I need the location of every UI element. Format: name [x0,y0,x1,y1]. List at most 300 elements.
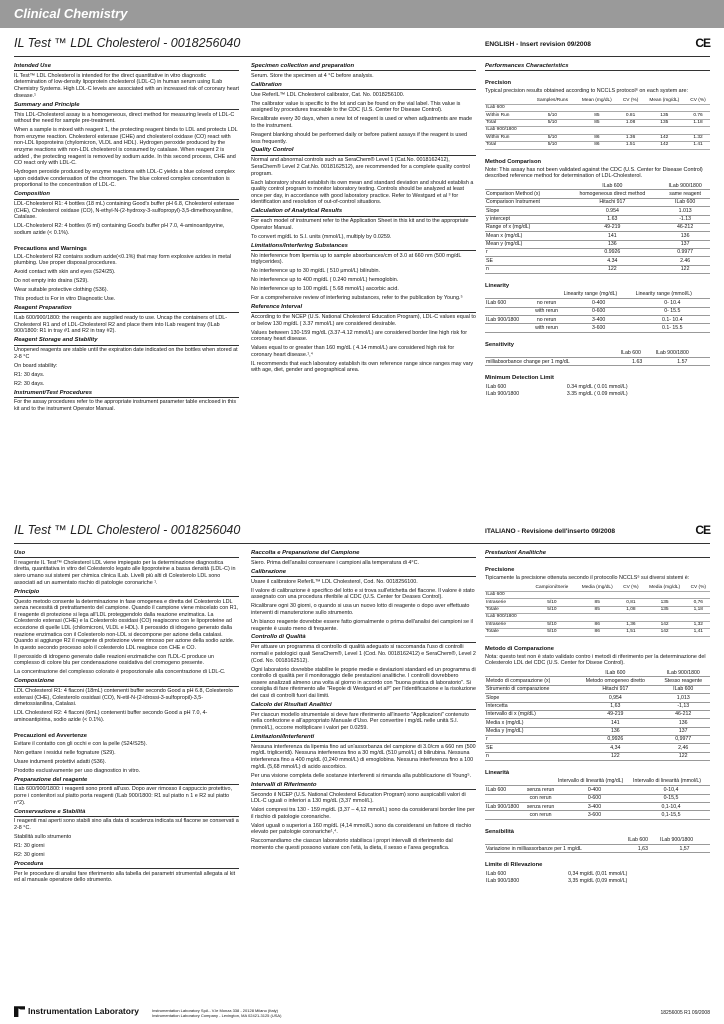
table-cell [575,591,619,598]
paragraph: Per le procedure di analisi fare riferimento alla tabella dei parametri strumentali allegata al kit ed al manuale operatore dello strumento. [14,870,236,884]
table-cell: 142 [660,142,669,148]
table-cell: 5/10 [547,120,558,126]
table-cell: Metodo omogeneo diretto [574,677,656,685]
table-row [485,391,710,398]
table-row [485,307,710,315]
table-cell: 5/10 [547,607,557,613]
table-cell: 85 [594,607,600,613]
section-header [14,520,710,544]
column-header: ILab 600 [620,350,641,357]
column-header: Media (mg/dL) [581,584,613,590]
italian-section [14,520,710,1000]
column-header: ILab 600 [627,837,649,844]
table-cell: Slope [485,694,574,702]
subheading: Method Comparison [485,158,542,165]
table-cell: Intervallo di x (mg/dL) [485,710,574,718]
table-cell: 0-400 [587,786,602,793]
paragraph: Stabilità sullo strumento [14,834,72,841]
table-cell: 1.51 [625,142,636,148]
table-cell [643,614,687,621]
table-cell: 46-212 [660,223,710,231]
section-heading: Reagent Storage and Stability [14,337,239,345]
table-cell: Mean x (mg/dL) [485,232,564,240]
table-cell: ILab 900/1800 [486,127,517,133]
paragraph: Non gettare i residui nelle fognature (S29). [14,749,116,756]
table-cell: Totale [486,607,499,613]
table-cell: ILab 900/1800 [486,614,517,620]
english-section [14,33,710,488]
table-cell: 1.57 [677,358,688,365]
section-heading: Composizione [14,678,239,686]
table-cell: 122 [564,265,660,273]
table-cell: 5/10 [547,142,558,148]
table-cell: 4.34 [564,257,660,265]
table-row [485,621,710,628]
table-cell: 5/10 [547,134,558,140]
table-row [485,142,710,149]
paragraph: Il perossido di idrogeno generato dalle reazioni enzimatiche con l'LDL-C produce un complesso di colore blu per condensazione ossidativa del cromogeno presente. [14,653,215,667]
table-cell: Range of x (mg/dL) [485,223,564,231]
table-cell: 3-600 [587,811,602,818]
paragraph: Ricalibrare ogni 30 giorni, o quando si usa un nuovo lotto di reagente o dopo aver effettuato interventi di manutenzione sullo strumento. [251,603,470,616]
table-cell: 85 [594,112,600,118]
table-cell: 0-15,5 [663,795,679,802]
table-cell: 0,1-10,4 [661,803,681,810]
table-row [485,215,710,223]
table-cell: 141 [564,232,660,240]
table-cell: -1.13 [660,215,710,223]
table-row [485,198,710,206]
subheading: Precision [485,80,512,87]
precision-table [485,97,710,149]
table-header-row [485,97,710,104]
table-cell: 0-400 [591,299,606,306]
paragraph: Tipicamente la precisione ottenuta secondo il protocollo NCCLS⁶ sui diversi sistemi è: [485,575,690,582]
paragraph: Valori uguali o superiori a 160 mg/dL (4,14 mmol/L) sono da considerarsi un fattore di rischio elevato per patologie coronariche¹,⁴. [251,822,472,836]
table-cell [643,591,687,598]
section-heading: Calibration [251,82,476,90]
table-cell: ILab 600 [486,105,505,111]
table-cell: 5/10 [547,629,557,635]
table-row [485,752,710,760]
linearity-table [485,291,710,333]
method-comparison-table [485,182,710,274]
table-cell: 2.46 [660,257,710,265]
table-cell: 1,57 [679,845,690,852]
paragraph: For each model of instrument refer to the Application Sheet in this kit and to the appropriate Operator Manual. [251,218,469,231]
table-cell: 136 [564,240,660,248]
paragraph: This LDL-Cholesterol assay is a homogeneous, direct method for measuring levels of LDL-C without the need for sample pre-treatment. [14,111,235,125]
table-cell: Within Run [486,134,510,140]
table-cell: Mean y (mg/dL) [485,240,564,248]
table-cell: 137 [656,727,710,735]
detection-limit-table [485,384,710,399]
paragraph: Siero. Prima dell'analisi conservare i campioni alla temperatura di 4°C. [251,559,419,566]
table-cell: 5/10 [547,599,557,605]
paragraph: No interference up to 400 mg/dL ( 0.240 mmol/L) hemoglobin. [251,277,399,284]
table-cell: r [485,735,574,743]
linearity-table [485,778,710,820]
table-cell [530,104,575,111]
table-row [485,265,710,273]
table-cell [485,669,574,677]
paragraph: IL recommends that each laboratory establish its own reference range since ranges may vary with age, diet, gender and geographical area. [251,360,474,374]
paragraph: No interference from lipemia up to sample absorbances/cm of 3.0 at 660 nm (500 mg/dL triglycerides). [251,252,462,266]
table-row [485,384,710,391]
paragraph: R2: 30 giorni [14,852,45,858]
paragraph: Valori compresi tra 130 - 159 mg/dL (3,37 – 4,12 mmol/L) sono da considerarsi border line per il rischio di patologie coronariche. [251,807,475,820]
table-cell: 85 [594,120,600,126]
table-cell: milliabsorbance change per 1 mg/dL [486,358,570,365]
table-cell: n [485,752,574,760]
paragraph: For the assay procedures refer to the appropriate instrument parameter table enclosed in this kit and to the instrument Operator Manual. [14,399,237,413]
table-cell [485,307,531,315]
table-cell: ILab 600 [486,871,507,878]
ce-mark: CE [695,523,710,537]
table-cell: 3-400 [587,803,602,810]
table-cell: 142 [660,629,669,635]
table-row [485,606,710,613]
paragraph: Hydrogen peroxide produced by enzyme reactions with LDL-C yields a blue colored complex upon oxidative condensation of the chromogen. The blue colored complex concentration is proportional to the concentration of LDL-C. [14,169,235,189]
column-header: Intervallo di linearità (mmol/L) [633,778,702,785]
table-cell: SE [485,257,564,265]
paragraph: Typical precision results obtained according to NCCLS protocol⁶ on each system are: [485,88,688,95]
paragraph: Per attuare un programma di controllo di qualità adeguato si raccomanda l'uso di controlli normali e patologici quali SeraChem®, Level 1 (Cod. No. 0018162412) e SeraChem®, Level 2 (Cod. No. 0018162512). [251,644,476,664]
table-cell: same reagent [660,190,710,198]
paragraph: To convert mg/dL to S.I. units (mmol/L), multiply by 0.0259. [251,233,392,240]
table-cell: 1,41 [693,629,703,635]
section-heading: Quality Control [251,147,476,155]
table-cell: r [485,248,564,256]
table-cell: 142 [660,134,669,140]
table-cell: Intercetta [485,702,574,710]
table-cell: 136 [660,232,710,240]
column-header: Intervallo di linearità (mg/dL) [557,778,624,785]
column-header: Linearity range (mmol/L) [635,291,692,298]
table-row [485,669,710,677]
paragraph: Note: This assay has not been validated against the CDC (U.S. Center for Disease Control) described reference method for determination of LDL-Cholesterol. [485,166,703,180]
table-cell: 49-219 [574,710,656,718]
column-header [485,291,531,299]
section-heading: Limitations/Interfering Substances [251,243,476,251]
il-logo-icon [14,1006,25,1017]
table-cell: no rerun [536,299,557,306]
table-row [485,599,710,606]
table-cell: 1,51 [626,629,636,635]
subheading: Sensibilità [485,828,514,835]
table-cell [575,614,619,621]
paragraph: Il valore di calibrazione è specifico del lotto e si trova sull'etichetta del flacone. Il valore è stato assegnato con una procedura riferibile al CDC (U.S. Center for Deases Control). [251,587,475,601]
address-line: Instrumentation Laboratory Company - Lexington, MA 02421-3125 (USA) [152,1012,282,1018]
table-cell: Intraserie [486,621,506,627]
table-row [485,803,710,811]
table-cell: 0-600 [587,795,602,802]
column-header: Mean (mg/dL) [649,97,680,103]
table-cell: 0,1-15,5 [661,811,681,818]
text-column [251,61,476,376]
section-heading: Prestazioni Analitiche [485,550,710,558]
table-header-row [485,584,710,591]
column-header: Campioni/Serie [535,584,569,590]
column-header: CV (%) [622,97,639,103]
table-row [485,182,710,190]
column-header: Media (mg/dL) [649,584,681,590]
paragraph: R2: 30 days. [14,380,45,387]
section-heading: Limitazioni/Interferenti [251,734,476,742]
table-cell: ILab 900/1800 [486,803,520,810]
table-cell: 136 [574,727,656,735]
table-cell: con rerun [529,795,552,802]
top-banner [0,0,724,28]
table-cell [619,104,643,111]
paragraph: Values between 130-159 mg/dL (3.37-4.12 mmol/L) are considered border line high risk for coronary heart disease. [251,329,468,343]
table-cell: with rerun [535,324,558,331]
paragraph: Recalibrate every 30 days, when a new lot of reagent is used or when adjustments are made to the instrument. [251,116,473,129]
column-header: ILab 900/1800 [660,837,694,844]
table-cell: 0,76 [693,599,703,605]
table-cell: 1,013 [656,694,710,702]
table-cell: Within Run [486,112,510,118]
table-cell: Strumento di comparazione [485,685,574,693]
table-row [485,794,710,802]
paragraph: Normal and abnormal controls such as SeraChem® Level 1 (Cat.No. 0018162412), SeraChem® Level 2 Cat.No. 0018162512), are recommended for a complete quality control program. [251,157,470,177]
table-row [485,112,710,119]
table-cell [485,324,531,332]
column-header [485,584,529,591]
paragraph: When a sample is mixed with reagent 1, the protecting reagent binds to LDL and protects LDL from enzyme reaction. Cholesterol esterase (CHE) and cholesterol oxidase (CO) react with non-LDL lipoproteins (chylomicron, VLDL and HDL). Hydrogen peroxide produced by the enzyme reactions with non-LDL cholesterol is consumed by catalase. When reagent 2 is added , the protecting reagent is removed by sodium azide. In this second process, CHE and CO react only with LDL-C. [14,127,238,167]
table-cell: ILab 600 [486,299,507,306]
table-cell: Media y (mg/dL) [485,727,574,735]
method-comparison-table [485,669,710,761]
column-header [485,778,524,786]
table-row [485,727,710,735]
section-heading: Conservazione e Stabilità [14,809,239,817]
table-row [485,702,710,710]
section-heading: Uso [14,550,239,558]
table-cell: 0.1- 10.4 [662,316,683,323]
table-cell: 122 [660,265,710,273]
table-row [485,299,710,307]
table-cell: 1,36 [626,621,636,627]
table-cell: 1,63 [637,845,648,852]
table-cell: 1.36 [625,134,636,140]
table-cell: with rerun [535,308,558,315]
table-cell: Total [486,120,497,126]
table-row [485,207,710,215]
column-header: CV (%) [690,97,706,103]
sensitivity-table [485,350,710,367]
brand-name: Instrumentation Laboratory [28,1006,139,1016]
table-row [485,685,710,693]
table-cell: Stesso reagente [656,677,710,685]
table-cell: 3-400 [591,316,606,323]
section-heading: Procedura [14,861,239,869]
paragraph: This product is For in vitro Diagnostic Use. [14,296,116,303]
section-heading: Calculation of Analytical Results [251,208,476,216]
table-cell: homogeneous direct method [564,190,660,198]
table-cell: 1.08 [625,120,636,126]
table-cell: senza rerun [526,803,555,810]
table-cell: 1.41 [693,142,703,148]
section-heading: Summary and Principle [14,102,239,110]
paragraph: Secondo il NCEP (U.S. National Cholesterol Education Program) sono auspicabili valori di LDL-C uguali o inferiori a 130 mg/dL (3,37 mmol/L). [251,791,466,805]
paragraph: R1: 30 days. [14,371,45,378]
table-cell: 4,34 [574,744,656,752]
table-cell: 0- 15.5 [664,308,681,315]
section-heading: Raccolta e Preparazione del Campione [251,550,476,558]
paragraph: La concentrazione del complesso colorato è proporzionale alla concentrazione di LDL-C. [14,669,226,676]
table-row [485,134,710,141]
subheading: Linearity [485,282,510,289]
section-heading: Principio [14,589,239,597]
table-cell: 5/10 [547,621,557,627]
table-cell [619,127,643,134]
table-cell: ILab 600 [660,198,710,206]
table-cell: senza rerun [526,786,555,793]
table-header-row [485,778,710,786]
table-cell: 46-212 [656,710,710,718]
subheading: Linearità [485,769,510,776]
column-header: CV (%) [690,584,707,590]
table-cell [687,614,710,621]
performance-column [485,548,710,887]
table-cell: 135 [660,112,669,118]
table-cell: 1.63 [632,358,643,365]
table-cell: 86 [594,134,600,140]
performance-column [485,61,710,400]
table-cell [619,591,642,598]
table-cell: 86 [594,142,600,148]
paragraph: Ogni laboratorio dovrebbe stabilire le proprie medie e deviazioni standard ed un programma di controllo di qualità per il monitoraggio delle prestazioni analitiche. I controlli dovrebbero essere analizzati almeno una volta al giorno in accordo con "buona pratica di laboratorio". Si consiglia di fare riferimento alle "Regole di Westgard et al³" per l'identificazione e la risoluzione dei casi di controlli fuori dai limiti. [251,666,476,699]
paragraph: LDL-Cholesterol R1: 4 bottles (18 mL) containing Good's buffer pH 6.8, Cholesterol esterase (CHE), Cholesterol oxidase (CO), N-ethyl-N-(2-hydroxy-3-sulfopropyl)-3,5-dimethoxyaniline, Catalase. [14,201,235,221]
paragraph: Questo metodo consente la determinazione in fase omogenea e diretta del Colesterolo LDL senza necessità di pretrattamento del campione. Quando il campione viene miscelato con R1, il reagente di protezione si lega all'LDL proteggendolo dalla reazione enzimatica. La Colesterolo esterasi (CHE) e la Colesterolo ossidasi (CO) reagiscono con le lipoproteine ad eccezione di quelle LDL (chilomicroni, VLDL e HDL). Il perossido di idrogeno generato dalla reazione enzimatica con il Colesterolo non-LDL si decompone per azione della catalasi. Quando si aggiunge R2 il reagente di protezione viene rimosso per azione della sodio azide. In questo secondo processo solo il colesterolo LDL reagisce con CHE e CO. [14,598,239,651]
product-title: IL Test ™ LDL Cholesterol - 0018256040 [14,36,241,50]
table-row [485,744,710,752]
table-row [485,324,710,332]
table-cell: -1,13 [656,702,710,710]
product-title: IL Test ™ LDL Cholesterol - 0018256040 [14,523,241,537]
table-cell: 136 [656,719,710,727]
table-cell: Totale [486,629,499,635]
table-header-row [485,291,710,299]
table-row [485,257,710,265]
column-header [485,97,530,104]
table-cell: no rerun [536,316,557,323]
subheading: Precisione [485,567,515,574]
table-cell: 0.81 [625,112,636,118]
table-cell: ILab 900/1800 [486,391,520,398]
column-header: ILab 900/1800 [655,350,689,357]
table-cell: 0-600 [591,308,606,315]
subheading: Precautions and Warnings [14,245,87,252]
table-cell: 137 [660,240,710,248]
table-row [485,786,710,794]
table-cell: 0,9926 [574,735,656,743]
paragraph: Nessuna interferenza da lipemia fino ad un'assorbanza del campione di 3.0/cm a 660 nm (500 mg/dL trigliceridi). Nessuna interferenza fino a 30 mg/dL (510 μmol/L) di bilirubina. Nessuna interferenza fino a 400 mg/dL (0,240 mmol/L) di emoglobina. Nessuna interferenza fino a 100 mg/dL (5,68 mmol/L) di acido ascorbico. [251,743,476,770]
paragraph: Per ciascun modello strumentale si deve fare riferimento all'inserto "Applicazioni" contenuto nella confezione e all'appropriato Manuale d'Uso. Per convertire i mg/dL nelle unità S.I. (mmol/L), occorre moltiplicare i valori per 0.0259. [251,711,469,731]
table-cell [687,591,710,598]
table-cell [575,104,619,111]
subheading: Metodo di Comparazione [485,645,554,652]
paragraph: LDL Cholesterol R1: 4 flaconi (18mL) contenenti buffer secondo Good a pH 6.8, Colesterolo esterasi (CHE), Colesterolo ossidasi (CO), N-etil-N-(2-idrossi-3-sulfopropil)-3,5-dimetossianilina, Catalasi. [14,688,233,708]
column-header: CV (%) [623,584,639,590]
table-cell: 1,08 [626,607,636,613]
column-header [524,778,557,786]
language-revision: ITALIANO - Revisione dell'inserto 09/2008 [485,528,616,535]
paragraph: IL Test™ LDL Cholesterol is intended for the direct quantitative in vitro diagnostic determination of low-density lipoprotein cholesterol (LDL-C) in human serum using ILab Chemistry Systems. High LDL-C levels are associated with an increased risk of coronary heart disease.¹ [14,72,239,99]
table-row [485,845,710,853]
table-row [485,694,710,702]
paragraph: According to the NCEP (U.S. National Cholesterol Education Program), LDL-C values equal to or below 130 mg/dL ( 3.37 mmol/L) are considered desirable. [251,314,476,327]
table-row [485,240,710,248]
table-row [485,316,710,324]
table-cell: 1.013 [660,207,710,215]
table-cell: SE [485,744,574,752]
table-row [485,127,710,134]
table-cell: Comparison Instrument [485,198,564,206]
paragraph: LDL Cholesterol R2: 4 flaconi (6mL) contenenti buffer secondo Good a pH 7.0, 4-aminoantipirina, sodio azide (< 0.1%). [14,710,208,723]
table-cell: 5/10 [547,112,558,118]
table-cell: Hitachi 917 [564,198,660,206]
paragraph: Per una visione completa delle sostanze interferenti si rimanda alla pubblicazione di Young⁵. [251,772,472,779]
table-cell: 0.34 mg/dL ( 0.01 mmol/L) [566,384,628,391]
table-row [485,710,710,718]
table-cell [485,794,524,802]
table-cell: ILab 600 [564,182,660,190]
table-row [485,223,710,231]
table-cell [643,127,687,134]
category-title: Clinical Chemistry [14,6,128,21]
subheading: Precauzioni ed Avvertenze [14,732,88,739]
section-heading: Calibrazione [251,569,476,577]
table-cell [619,614,642,621]
table-cell: 0- 10.4 [664,299,681,306]
table-cell: 122 [574,752,656,760]
table-row [485,104,710,111]
table-cell: 3-600 [591,324,606,331]
paragraph: No interference up to 30 mg/dL ( 510 μmol/L) bilirubin. [251,268,381,275]
paragraph: Unopened reagents are stable until the expiration date indicated on the bottles when stored at 2-8 °C [14,347,238,360]
table-cell: 0.76 [693,112,703,118]
paragraph: Reagent blanking should be performed daily or before patient assays if the reagent is used less frequently. [251,131,468,145]
paragraph: No interference up to 100 mg/dL ( 5.68 mmol/L) ascorbic acid. [251,286,399,293]
section-heading: Reference Interval [251,304,476,312]
footer [0,1003,724,1024]
subheading: Minimum Detection Limit [485,375,554,382]
table-cell [686,127,710,134]
table-row [485,591,710,598]
table-row [485,811,710,819]
table-cell: 3.35 mg/dL ( 0.09 mmol/L) [566,391,628,398]
table-cell: 141 [574,719,656,727]
address-line: Instrumentation Laboratory SpA - V.le Monza 338 - 20128 Milano (Italy) [152,1008,278,1013]
table-cell [575,127,619,134]
table-cell: 49-219 [564,223,660,231]
table-cell: n [485,265,564,273]
table-header-row [485,350,710,358]
table-cell: 135 [660,599,669,605]
section-header [14,33,710,57]
paragraph: Raccomandiamo che ciascun laboratorio stabilisca i propri intervalli di riferimento dal momento che questi possono variare con l'età, la dieta, il sesso e l'area geografica. [251,838,453,851]
column-header: Mean (mg/dL) [581,97,612,103]
table-cell: 0-10,4 [663,786,679,793]
section-heading: Intended Use [14,63,239,71]
detection-limit-table [485,871,710,886]
paragraph: Do not empty into drains (S29). [14,278,89,285]
paragraph: Each laboratory should establish its own mean and standard deviation and should establish a quality control program to monitor laboratory testing. Controls should be analyzed at least once per day, in accordance with good laboratory practice. Refer to Westgard et al ³ for identification and resolution of out-of-control situations. [251,179,474,206]
section-heading: Performances Characteristics [485,63,710,71]
table-cell: 0.1- 15.5 [662,324,683,331]
